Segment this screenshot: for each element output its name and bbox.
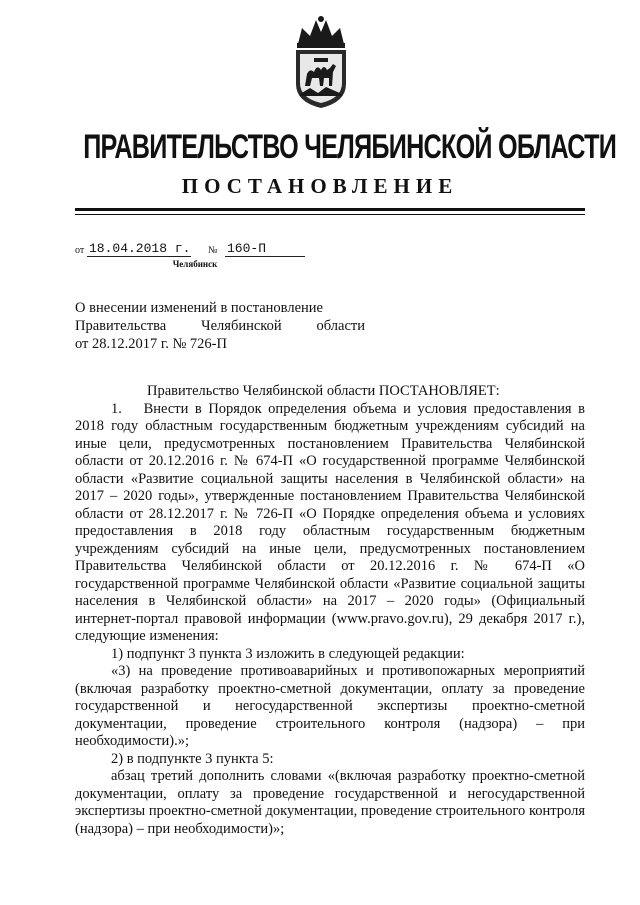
government-title: ПРАВИТЕЛЬСТВО ЧЕЛЯБИНСКОЙ ОБЛАСТИ [83,128,617,166]
document-type-heading: ПОСТАНОВЛЕНИЕ [181,174,459,198]
document-date: 18.04.2018 г. [89,241,191,256]
body-paragraph: «3) на проведение противоаварийных и противопожарных мероприятий (включая разработку проектно-сметной документации, оплату за проведение государственной и негосударственной экспертизы проектно-сметной документации, проведение строительного контроля (надзора) – при необходимости).»; [75,663,585,749]
date-prefix: от [75,245,85,256]
body-preamble: Правительство Челябинской области ПОСТАНОВЛЯЕТ: [147,383,500,399]
header-divider-thick [75,208,585,211]
subject-line: от 28.12.2017 г. № 726-П [75,336,227,352]
number-prefix: № [208,245,218,256]
coat-of-arms-icon [290,14,352,110]
body-paragraph: 1) подпункт 3 пункта 3 изложить в следующей редакции: [111,645,465,662]
body-paragraph: 2) в подпункте 3 пункта 5: [111,750,274,767]
document-metadata [75,236,335,260]
document-number: 160-П [225,241,305,257]
document-body [75,383,585,838]
subject-line: О внесении изменений в постановление [75,300,323,316]
document-subject [75,299,365,353]
body-paragraph: абзац третий дополнить словами «(включая разработку проектно-сметной документации, оплату за проведение государственной и негосударственной экспертизы проектно-сметной документации, проведение строительного контроля (надзора) – при необходимости)»; [75,768,585,837]
header-divider-thin [75,214,585,215]
document-city: Челябинск [172,259,218,269]
body-paragraph: 1. Внести в Порядок определения объема и условия предоставления в 2018 году областным государственным бюджетным учреждениям субсидий на иные цели, предусмотренных постановлением Правительства Челябинской области от 20.12.2016 г. № 674-П «О государственной программе Челябинской области «Развитие социальной защиты населения в Челябинской области» на 2017 – 2020 годы», утвержденные постановлением Правительства Челябинской области от 28.12.2017 г. № 726-П «О Порядке определения объема и условиях предоставления в 2018 году областным государственным бюджетным учреждениям субсидий на иные цели, предусмотренных постановлением Правительства Челябинской области от 20.12.2016 г. № 674-П «О государственной программе Челябинской области «Развитие социальной защиты населения в Челябинской области» на 2017 – 2020 годы» (Официальный интернет-портал правовой информации (www.pravo.gov.ru), 29 декабря 2017 г.), следующие изменения: [75,400,585,644]
subject-line: Правительства Челябинской области [75,318,365,334]
